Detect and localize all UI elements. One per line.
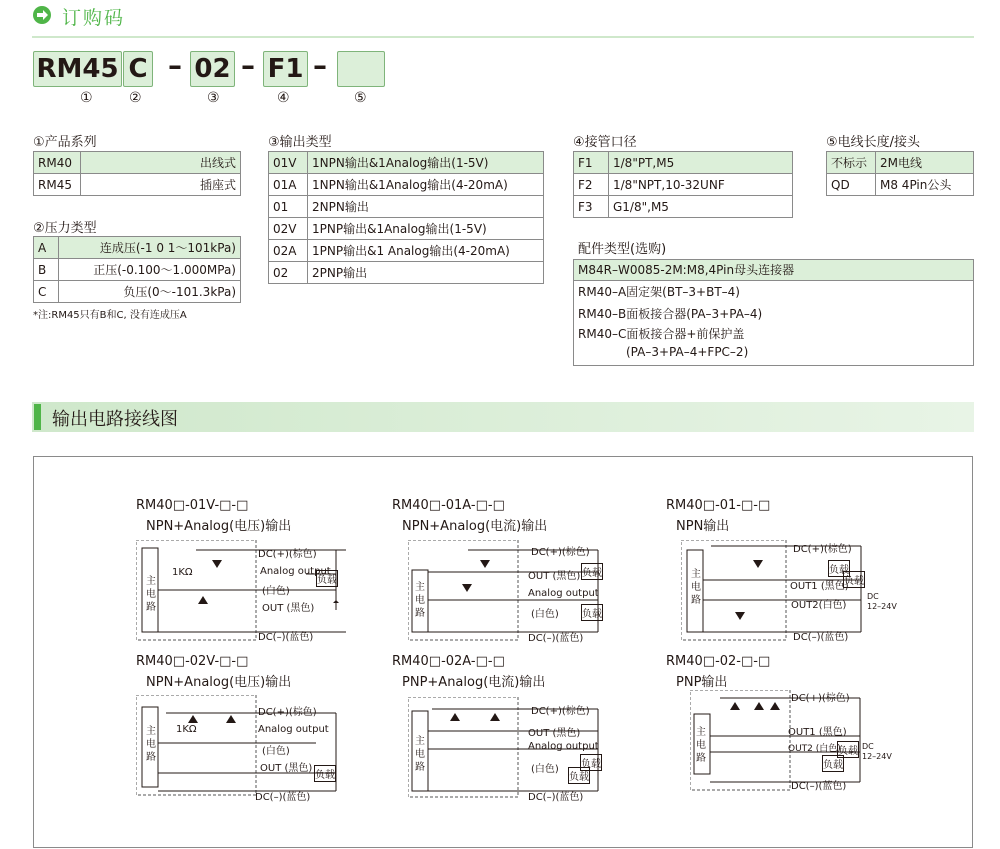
table-row [269,196,544,218]
table-cell: 1/8"NPT,10-32UNF [609,174,793,196]
circuit-diagram [681,540,881,645]
code-index: ③ [207,90,220,106]
diagram-label: OUT2 (白色) [788,744,841,754]
diagram-label: Analog output [528,741,599,752]
table-cell: 1/8"PT,M5 [609,152,793,174]
diagram-label: DC(–)(蓝色) [255,792,311,803]
table-row [574,174,793,196]
table-cell: QD [827,174,876,196]
table-row [269,152,544,174]
circuit-diagram [136,540,356,645]
diagram-label: 负载 [837,741,859,758]
diagram-label: 主 [415,736,425,747]
diagram-desc: NPN+Analog(电流)输出 [402,519,548,534]
diagram-label: 主 [415,582,425,593]
diagram-desc: PNP+Analog(电流)输出 [402,675,546,690]
table-cell: 不标示 [827,152,876,174]
diagram-label: 1KΩ [176,724,197,735]
series-table [33,151,241,196]
diagram-label: 主 [691,569,701,580]
table-cell: 插座式 [81,174,241,196]
diagram-label: (白色) [262,746,290,757]
diagram-desc: NPN+Analog(电压)输出 [146,675,292,690]
diagram-label: DC(+)(棕色) [791,693,850,704]
code-index: ② [129,90,142,106]
code-part-port: F1 [263,51,308,87]
list-item: M84R–W0085-2M:M8,4Pin母头连接器 [574,260,973,281]
page-title: 订购码 [62,7,126,29]
diagram-label: 电 [415,749,425,760]
diagram-label: (白色) [531,609,559,620]
table-row [34,281,241,303]
table-cell: F2 [574,174,609,196]
code-part-cable [337,51,385,87]
header-divider [32,36,974,38]
diagram-label: DC(–)(蓝色) [258,632,314,643]
diagram-label: DC(–)(蓝色) [528,633,584,644]
table-row [574,152,793,174]
diagram-label: DC(+)(棕色) [793,544,852,555]
code-part-output: 02 [190,51,235,87]
table-row [827,152,974,174]
diagram-label: OUT (黑色) [262,603,315,614]
diagram-model: RM40□-02A-□-□ [392,654,505,669]
diagram-label: 负载 [581,604,603,621]
diagram-label: DC(–)(蓝色) [528,792,584,803]
diagram-label: 主 [696,727,706,738]
table-row [34,259,241,281]
table-cell: 02 [269,262,308,284]
diagram-label: 负载 [828,560,850,577]
table-row [269,218,544,240]
table-row [269,174,544,196]
code-part-series: RM45 [33,51,122,87]
diagram-label: 负载 [580,754,602,771]
cable-table [826,151,974,196]
diagram-label: DC(+)(棕色) [258,549,317,560]
table-cell: 02V [269,218,308,240]
wiring-header-mark [34,404,41,430]
code-index: ⑤ [354,90,367,106]
table-cell: 1PNP输出&1Analog输出(1-5V) [308,218,544,240]
table-cell: 负压(0～-101.3kPa) [59,281,241,303]
cable-title: ⑤电线长度/接头 [826,135,921,150]
diagram-label: 负载 [581,563,603,580]
table-cell: 2M电线 [876,152,974,174]
table-cell: 2PNP输出 [308,262,544,284]
diagram-label: 路 [696,753,706,764]
diagram-label: OUT1 (黑色) [790,581,849,592]
table-cell: F1 [574,152,609,174]
table-row [827,174,974,196]
diagram-model: RM40□-01V-□-□ [136,498,249,513]
diagram-label: 负载 [316,570,338,587]
diagram-label: OUT (黑色) [528,728,581,739]
table-cell: 01 [269,196,308,218]
code-dash: – [241,49,255,82]
table-cell: G1/8",M5 [609,196,793,218]
code-part-pressure: C [123,51,153,87]
diagram-label: 电 [696,740,706,751]
diagram-model: RM40□-01A-□-□ [392,498,505,513]
diagram-label: 12–24V [867,602,897,611]
diagram-label: 路 [146,752,156,763]
diagram-label: Analog output [528,588,599,599]
wiring-title: 输出电路接线图 [52,409,178,430]
diagram-label: DC [867,592,879,601]
circuit-diagram [136,695,356,800]
diagram-label: 负载 [822,755,844,772]
diagram-model: RM40□-02V-□-□ [136,654,249,669]
table-cell: 2NPN输出 [308,196,544,218]
diagram-label: 主 [146,726,156,737]
list-item: RM40–A固定架(BT–3+BT–4) [578,285,740,299]
pressure-note: *注:RM45只有B和C, 没有连成压A [33,310,187,321]
table-row [34,237,241,259]
table-row [34,174,241,196]
diagram-label: DC [862,742,874,751]
diagram-desc: NPN+Analog(电压)输出 [146,519,292,534]
table-cell: A [34,237,59,259]
diagram-label: DC(–)(蓝色) [793,632,849,643]
table-cell: RM45 [34,174,81,196]
list-item: (PA–3+PA–4+FPC–2) [626,345,749,359]
table-row [269,262,544,284]
diagram-label: 电 [146,589,156,600]
diagram-label: 1KΩ [172,567,193,578]
output-table [268,151,544,284]
diagram-label: DC(+)(棕色) [258,707,317,718]
output-title: ③输出类型 [268,135,332,150]
accessories-title: 配件类型(选购) [578,242,667,257]
diagram-label: Analog output [258,724,329,735]
table-row [574,196,793,218]
diagram-desc: NPN输出 [676,519,730,534]
table-cell: F3 [574,196,609,218]
diagram-label: 路 [146,602,156,613]
table-cell: 正压(-0.100～1.000MPa) [59,259,241,281]
diagram-label: DC(+)(棕色) [531,706,590,717]
arrow-right-icon [33,6,51,24]
diagram-label: 12–24V [862,752,892,761]
diagram-label: DC(–)(蓝色) [791,781,847,792]
table-cell: 出线式 [81,152,241,174]
diagram-label: 电 [691,582,701,593]
diagram-label: 路 [415,608,425,619]
port-title: ④接管口径 [573,135,637,150]
diagram-label: 电 [415,595,425,606]
pressure-title: ②压力类型 [33,221,97,236]
diagram-model: RM40□-01-□-□ [666,498,771,513]
table-cell: 02A [269,240,308,262]
diagram-label: DC(+)(棕色) [531,547,590,558]
table-cell: C [34,281,59,303]
list-item: RM40–B面板接合器(PA–3+PA–4) [578,307,763,321]
table-cell: B [34,259,59,281]
table-cell: RM40 [34,152,81,174]
diagram-label: 负载 [314,765,336,782]
port-table [573,151,793,218]
code-index: ④ [277,90,290,106]
diagram-desc: PNP输出 [676,675,728,690]
diagram-label: 电 [146,739,156,750]
table-cell: 1NPN输出&1Analog输出(1-5V) [308,152,544,174]
diagram-label: 主 [146,576,156,587]
accessories-box [573,259,974,366]
diagram-label: Analog output [260,566,331,577]
table-cell: 1PNP输出&1 Analog输出(4-20mA) [308,240,544,262]
series-title: ①产品系列 [33,135,97,150]
diagram-label: OUT (黑色) [528,571,581,582]
table-cell: 01V [269,152,308,174]
table-cell: 01A [269,174,308,196]
table-row [269,240,544,262]
pressure-table [33,236,241,303]
table-cell: 连成压(-1 0 1～101kPa) [59,237,241,259]
diagram-label: 路 [415,762,425,773]
diagram-label: 负载 [843,571,865,588]
diagram-label: 路 [691,595,701,606]
code-dash: – [313,49,327,82]
list-item: RM40–C面板接合器+前保护盖 [578,327,745,341]
table-row [34,152,241,174]
diagram-model: RM40□-02-□-□ [666,654,771,669]
code-dash: – [168,49,182,82]
code-index: ① [80,90,93,106]
diagram-label: (白色) [262,586,290,597]
table-cell: 1NPN输出&1Analog输出(4-20mA) [308,174,544,196]
diagram-label: OUT1 (黑色) [788,727,847,738]
diagram-label: OUT (黑色) [260,763,313,774]
diagram-label: OUT2(白色) [791,600,847,611]
diagram-label: 负载 [568,767,590,784]
diagram-label: (白色) [531,764,559,775]
table-cell: M8 4Pin公头 [876,174,974,196]
